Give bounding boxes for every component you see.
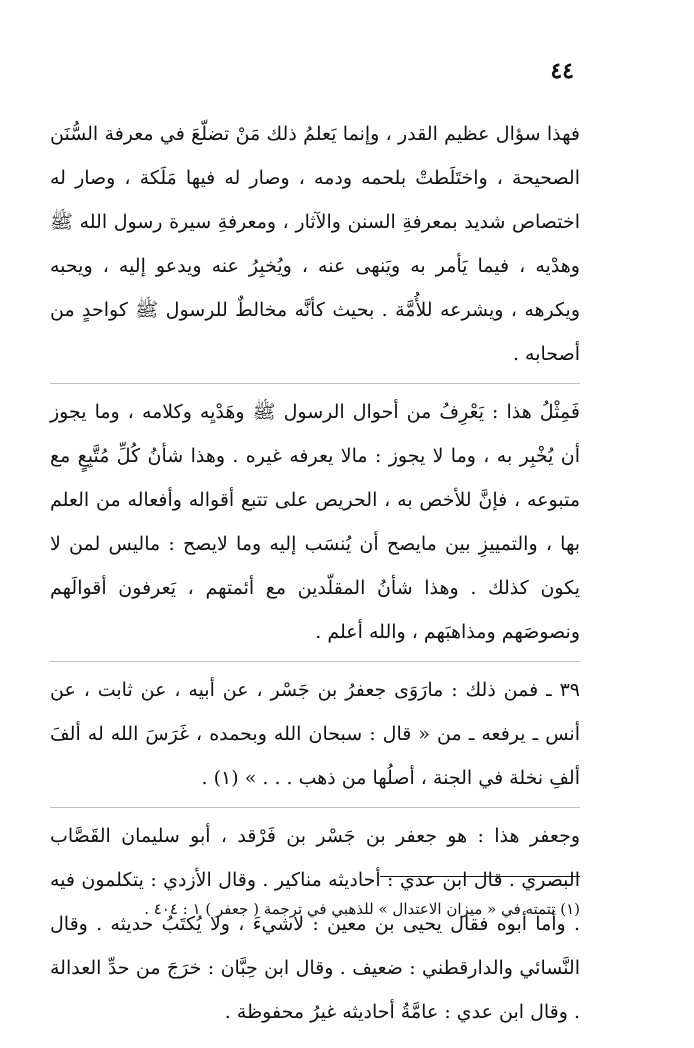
paragraph-3-hadith-39: ٣٩ ـ فمن ذلك : مارَوَى جعفرُ بن جَسْر ، عن أبيه ، عن ثابت ، عن أنس ـ يرفعه ـ من « قال : سبحان الله وبحمده ، غَرَسَ الله له ألفَ ألفِ نخلة في الجنة ، أصلُها من ذهب . . . » (١) . bbox=[50, 679, 580, 789]
paragraph-1: فهذا سؤال عظيم القدر ، وإنما يَعلمُ ذلك مَنْ تضلّعَ في معرفة السُّنَن الصحيحة ، واختَلَطتْ بلحمه ودمه ، وصار له فيها مَلَكة ، وصار له اختصاص شديد بمعرفةِ السنن والآثار ، ومعرفةِ سيرة رسول الله ﷺ وهدْيه ، فيما يَأمر به ويَنهى عنه ، ويُخبِرُ عنه ويدعو إليه ، ويحبه ويكرهه ، ويشرعه للأُمَّة . بحيث كأنَّه مخالطٌ للرسول ﷺ كواحدٍ من أصحابه . bbox=[50, 123, 580, 365]
paragraph-4: وجعفر هذا : هو جعفر بن جَسْر بن فَرْقد ، أبو سليمان القَصَّاب البصري . قال ابن عدي : أحاديثه مناكير . وقال الأزدي : يتكلمون فيه . وأما أبوه فقال يحيى بن معين : لاشيءَ ، ولا يُكتَبُ حديثه . وقال النَّسائي والدارقطني : ضعيف . وقال ابن حِبَّان : خرَجَ من حدِّ العدالة . وقال ابن عدي : عامَّةُ أحاديثه غيرُ محفوظة . bbox=[50, 825, 580, 1023]
footnote: (١) تتمته في « ميزان الاعتدال » للذهبي في ترجمة ( جعفر ) ١ : ٤٠٤ . bbox=[144, 900, 580, 918]
paragraph-separator bbox=[50, 661, 580, 662]
paragraph-2: فَمِثْلُ هذا : يَعْرِفُ من أحوال الرسول ﷺ وهَدْيِه وكلامه ، وما يجوز أن يُخْبِر به ، وما لا يجوز : مالا يعرفه غيره . وهذا شأنُ كُلِّ مُتَّبِعٍ مع متبوعه ، فإنَّ للأخص به ، الحريص على تتبع أقواله وأفعاله من العلم بها ، والتمييزِ بين مايصح أن يُنسَب إليه وما لايصح : ماليس لمن لا يكون كذلك . وهذا شأنُ المقلّدين مع أئمتهم ، يَعرفون أقوالَهم ونصوصَهم ومذاهبَهم ، والله أعلم . bbox=[50, 401, 580, 643]
footnote-divider bbox=[380, 876, 580, 877]
paragraph-separator bbox=[50, 807, 580, 808]
page-number: ٤٤ bbox=[550, 58, 574, 84]
paragraph-separator bbox=[50, 383, 580, 384]
